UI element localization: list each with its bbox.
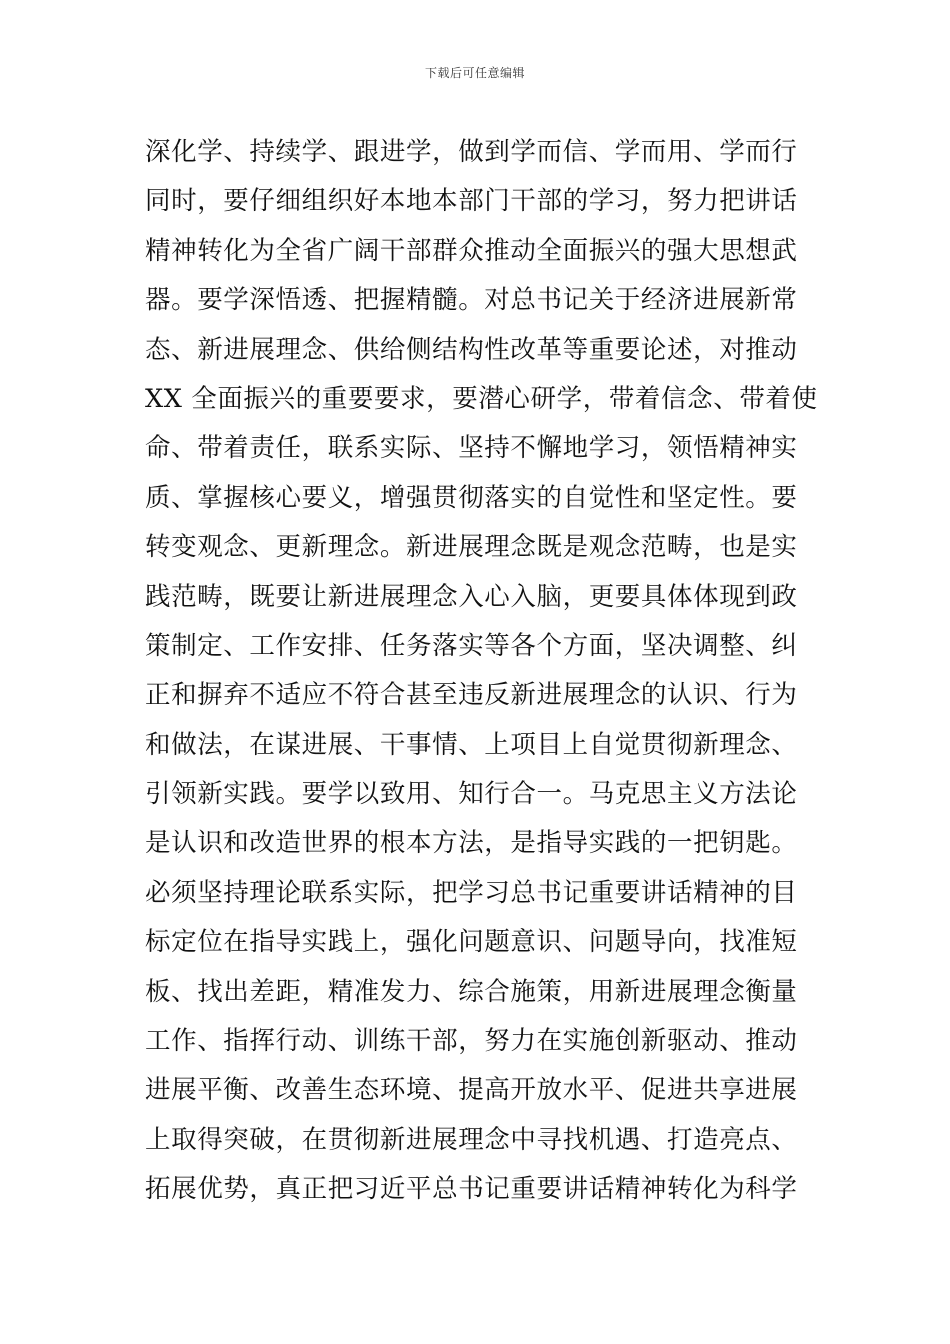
text-line: 板、找出差距，精准发力、综合施策，用新进展理念衡量 — [145, 976, 798, 1007]
text-line: 引领新实践。要学以致用、知行合一。马克思主义方法论 — [145, 779, 798, 810]
body-paragraph — [145, 128, 825, 1215]
text-line: 器。要学深悟透、把握精髓。对总书记关于经济进展新常 — [145, 285, 798, 316]
text-line: 精神转化为全省广阔干部群众推动全面振兴的强大思想武 — [145, 235, 798, 266]
text-line: 深化学、持续学、跟进学，做到学而信、学而用、学而行 — [145, 137, 798, 167]
text-line: 和做法，在谋进展、干事情、上项目上自觉贯彻新理念、 — [145, 729, 798, 760]
text-line: 工作、指挥行动、训练干部，努力在实施创新驱动、推动 — [145, 1026, 798, 1057]
text-line: XX 全面振兴的重要要求，要潜心研学，带着信念、带着使 — [145, 383, 818, 414]
text-line: 转变观念、更新理念。新进展理念既是观念范畴，也是实 — [145, 532, 798, 563]
text-line: 命、带着责任，联系实际、坚持不懈地学习，领悟精神实 — [145, 433, 798, 464]
text-line: 标定位在指导实践上，强化问题意识、问题导向，找准短 — [145, 927, 798, 958]
text-line: 拓展优势，真正把习近平总书记重要讲话精神转化为科学 — [145, 1174, 798, 1205]
text-line: 质、掌握核心要义，增强贯彻落实的自觉性和坚定性。要 — [145, 482, 798, 513]
text-line: 态、新进展理念、供给侧结构性改革等重要论述，对推动 — [145, 334, 798, 365]
text-line: 践范畴，既要让新进展理念入心入脑，更要具体体现到政 — [145, 581, 798, 612]
text-line: 必须坚持理论联系实际，把学习总书记重要讲话精神的目 — [145, 877, 798, 908]
text-line: 正和摒弃不适应不符合甚至违反新进展理念的认识、行为 — [145, 680, 798, 711]
text-line: 进展平衡、改善生态环境、提高开放水平、促进共享进展 — [145, 1075, 798, 1106]
text-line: 上取得突破，在贯彻新进展理念中寻找机遇、打造亮点、 — [145, 1124, 798, 1155]
page-header: 下载后可任意编辑 — [424, 66, 525, 80]
text-line: 是认识和改造世界的根本方法，是指导实践的一把钥匙。 — [145, 828, 798, 859]
text-line: 策制定、工作安排、任务落实等各个方面，坚决调整、纠 — [145, 630, 798, 661]
text-line: 同时，要仔细组织好本地本部门干部的学习，努力把讲话 — [145, 186, 798, 217]
